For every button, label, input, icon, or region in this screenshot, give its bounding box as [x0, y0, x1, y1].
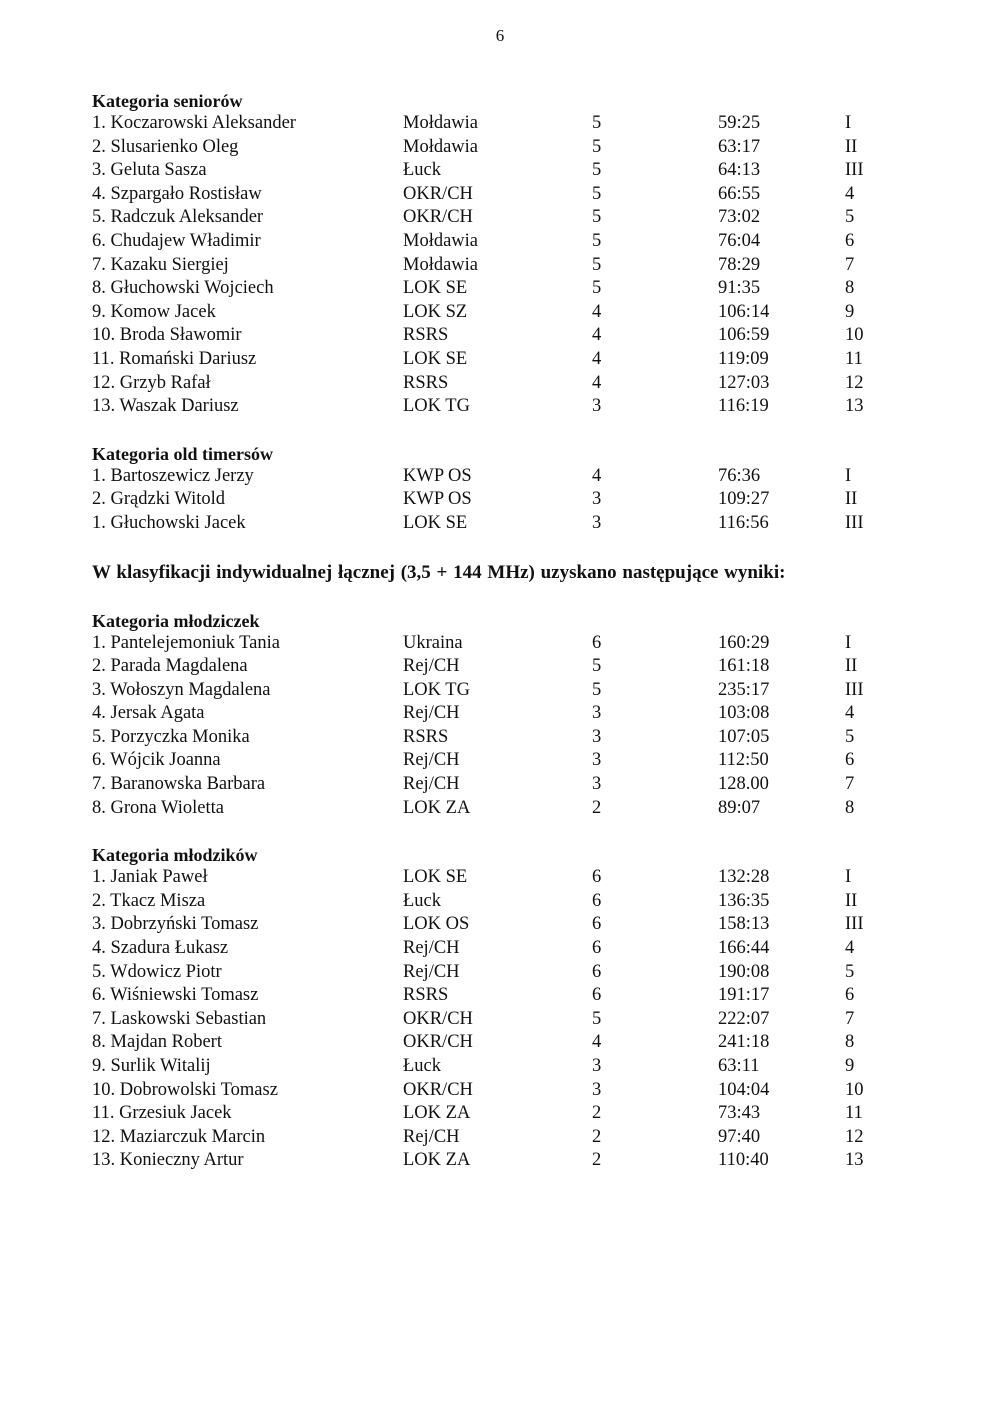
competitor-name: 2. Parada Magdalena [92, 656, 248, 677]
finish-time: 241:18 [718, 1032, 770, 1053]
competitor-name: 1. Głuchowski Jacek [92, 512, 246, 533]
finish-time: 107:05 [718, 726, 770, 747]
finish-time: 116:56 [718, 512, 769, 533]
club-name: Rej/CH [403, 938, 460, 959]
placement: II [845, 890, 858, 911]
club-name: LOK TG [403, 396, 470, 417]
club-name: OKR/CH [403, 1079, 473, 1100]
placement: I [845, 465, 852, 486]
results-document [0, 90, 1000, 1197]
finish-time: 190:08 [718, 961, 770, 982]
found-count: 3 [592, 1079, 602, 1100]
found-count: 5 [592, 207, 602, 228]
placement: 13 [845, 1150, 864, 1171]
competitor-name: 1. Bartoszewicz Jerzy [92, 465, 254, 486]
finish-time: 73:43 [718, 1103, 761, 1124]
result-row [0, 488, 1000, 512]
competitor-name: 13. Waszak Dariusz [92, 396, 239, 417]
category-section [0, 610, 1000, 845]
found-count: 4 [592, 1032, 602, 1053]
competitor-name: 4. Szadura Łukasz [92, 938, 229, 959]
club-name: RSRS [403, 726, 449, 747]
competitor-name: 5. Porzyczka Monika [92, 726, 250, 747]
placement: 9 [845, 1056, 855, 1076]
competitor-name: 7. Baranowska Barbara [92, 774, 266, 795]
found-count: 6 [592, 938, 602, 959]
placement: 6 [845, 750, 855, 771]
found-count: 3 [592, 726, 602, 747]
competitor-name: 9. Komow Jacek [92, 301, 216, 322]
found-count: 2 [592, 1126, 602, 1147]
finish-time: 89:07 [718, 797, 761, 818]
club-name: RSRS [403, 325, 449, 346]
category-heading: Kategoria młodziczek [92, 610, 260, 631]
result-row [0, 324, 1000, 348]
placement: III [845, 512, 864, 533]
placement: II [845, 489, 858, 510]
competitor-name: 4. Jersak Agata [92, 703, 205, 724]
placement: 5 [845, 207, 855, 228]
found-count: 3 [592, 396, 602, 417]
category-heading: Kategoria old timersów [92, 443, 273, 464]
found-count: 5 [592, 183, 602, 204]
club-name: LOK SE [403, 867, 468, 888]
finish-time: 66:55 [718, 183, 761, 204]
found-count: 6 [592, 867, 602, 888]
club-name: LOK ZA [403, 1103, 471, 1124]
finish-time: 76:36 [718, 465, 761, 486]
found-count: 5 [592, 230, 602, 251]
placement: I [845, 867, 852, 888]
placement: 8 [845, 1032, 855, 1053]
club-name: LOK SE [403, 278, 468, 299]
category-section [0, 844, 1000, 1197]
found-count: 5 [592, 254, 602, 275]
finish-time: 161:18 [718, 656, 770, 677]
placement: 10 [845, 325, 864, 346]
found-count: 3 [592, 774, 602, 795]
section-gap [0, 1173, 1000, 1197]
club-name: LOK SE [403, 512, 468, 533]
finish-time: 104:04 [718, 1079, 770, 1100]
finish-time: 110:40 [718, 1150, 769, 1171]
placement: 7 [845, 254, 855, 275]
found-count: 6 [592, 961, 602, 982]
placement: 13 [845, 396, 864, 417]
competitor-name: 3. Wołoszyn Magdalena [92, 679, 271, 700]
result-row [0, 1079, 1000, 1103]
result-row [0, 372, 1000, 396]
placement: I [845, 113, 852, 133]
club-name: LOK ZA [403, 797, 471, 818]
placement: 4 [845, 183, 855, 204]
section-gap [0, 419, 1000, 443]
placement: 6 [845, 230, 855, 251]
result-row [0, 726, 1000, 750]
placement: 12 [845, 372, 864, 393]
result-row [0, 866, 1000, 890]
result-row [0, 512, 1000, 536]
competitor-name: 8. Głuchowski Wojciech [92, 278, 274, 299]
found-count: 5 [592, 136, 602, 157]
finish-time: 97:40 [718, 1126, 761, 1147]
club-name: Łuck [403, 1056, 442, 1076]
finish-time: 191:17 [718, 985, 770, 1006]
placement: 7 [845, 774, 855, 795]
result-row [0, 254, 1000, 278]
result-row [0, 206, 1000, 230]
found-count: 5 [592, 278, 602, 299]
bottom-sections [0, 610, 1000, 1197]
club-name: Rej/CH [403, 656, 460, 677]
placement: III [845, 679, 864, 700]
result-row [0, 797, 1000, 821]
result-row [0, 702, 1000, 726]
classification-statement: W klasyfikacji indywidualnej łącznej (3,5 + 144 MHz) uzyskano następujące wyniki: [92, 561, 786, 583]
club-name: LOK ZA [403, 1150, 471, 1171]
finish-time: 166:44 [718, 938, 770, 959]
placement: 5 [845, 961, 855, 982]
found-count: 5 [592, 656, 602, 677]
club-name: Rej/CH [403, 703, 460, 724]
page-number: 6 [495, 26, 505, 45]
finish-time: 73:02 [718, 207, 761, 228]
placement: 11 [845, 1103, 863, 1124]
found-count: 5 [592, 113, 602, 133]
club-name: Mołdawia [403, 254, 479, 275]
competitor-name: 4. Szpargało Rostisław [92, 183, 262, 204]
finish-time: 106:59 [718, 325, 770, 346]
placement: III [845, 160, 864, 181]
finish-time: 128.00 [718, 774, 769, 795]
finish-time: 109:27 [718, 489, 770, 510]
placement: 11 [845, 348, 863, 369]
finish-time: 136:35 [718, 890, 770, 911]
category-heading: Kategoria seniorów [92, 91, 243, 111]
competitor-name: 10. Dobrowolski Tomasz [92, 1079, 278, 1100]
found-count: 5 [592, 160, 602, 181]
club-name: OKR/CH [403, 1032, 473, 1053]
result-row [0, 1008, 1000, 1032]
club-name: Łuck [403, 890, 442, 911]
finish-time: 91:35 [718, 278, 761, 299]
club-name: LOK TG [403, 679, 470, 700]
competitor-name: 7. Laskowski Sebastian [92, 1008, 267, 1029]
result-row [0, 136, 1000, 160]
club-name: LOK OS [403, 914, 470, 935]
found-count: 2 [592, 1103, 602, 1124]
result-row [0, 277, 1000, 301]
result-row [0, 465, 1000, 489]
placement: II [845, 136, 858, 157]
placement: 8 [845, 278, 855, 299]
competitor-name: 6. Chudajew Władimir [92, 230, 261, 251]
club-name: Rej/CH [403, 961, 460, 982]
competitor-name: 12. Grzyb Rafał [92, 372, 211, 393]
found-count: 3 [592, 703, 602, 724]
finish-time: 158:13 [718, 914, 770, 935]
finish-time: 106:14 [718, 301, 770, 322]
club-name: Łuck [403, 160, 442, 181]
finish-time: 160:29 [718, 632, 770, 653]
finish-time: 63:17 [718, 136, 761, 157]
competitor-name: 1. Koczarowski Aleksander [92, 113, 296, 133]
section-gap [0, 820, 1000, 844]
competitor-name: 10. Broda Sławomir [92, 325, 242, 346]
placement: 6 [845, 985, 855, 1006]
found-count: 2 [592, 797, 602, 818]
competitor-name: 5. Radczuk Aleksander [92, 207, 264, 228]
competitor-name: 5. Wdowicz Piotr [92, 961, 222, 982]
club-name: KWP OS [403, 465, 472, 486]
result-row [0, 395, 1000, 419]
club-name: KWP OS [403, 489, 472, 510]
competitor-name: 2. Slusarienko Oleg [92, 136, 239, 157]
competitor-name: 12. Maziarczuk Marcin [92, 1126, 266, 1147]
found-count: 3 [592, 1056, 602, 1076]
club-name: Rej/CH [403, 1126, 460, 1147]
found-count: 4 [592, 325, 602, 346]
club-name: Mołdawia [403, 113, 479, 133]
finish-time: 63:11 [718, 1056, 760, 1076]
result-row [0, 984, 1000, 1008]
finish-time: 116:19 [718, 396, 769, 417]
placement: 4 [845, 703, 855, 724]
result-row [0, 183, 1000, 207]
finish-time: 222:07 [718, 1008, 770, 1029]
competitor-name: 1. Janiak Paweł [92, 867, 208, 888]
competitor-name: 9. Surlik Witalij [92, 1056, 211, 1076]
placement: 12 [845, 1126, 864, 1147]
result-row [0, 749, 1000, 773]
result-row [0, 348, 1000, 372]
category-section [0, 90, 1000, 443]
finish-time: 76:04 [718, 230, 761, 251]
found-count: 4 [592, 372, 602, 393]
found-count: 3 [592, 512, 602, 533]
found-count: 4 [592, 348, 602, 369]
competitor-name: 6. Wójcik Joanna [92, 750, 221, 771]
club-name: OKR/CH [403, 1008, 473, 1029]
found-count: 4 [592, 301, 602, 322]
placement: I [845, 632, 852, 653]
placement: 10 [845, 1079, 864, 1100]
category-section [0, 443, 1000, 560]
finish-time: 103:08 [718, 703, 770, 724]
result-row [0, 1102, 1000, 1126]
result-row [0, 1126, 1000, 1150]
finish-time: 235:17 [718, 679, 770, 700]
placement: III [845, 914, 864, 935]
competitor-name: 3. Geluta Sasza [92, 160, 207, 181]
club-name: LOK SE [403, 348, 468, 369]
result-row [0, 230, 1000, 254]
club-name: RSRS [403, 985, 449, 1006]
finish-time: 127:03 [718, 372, 770, 393]
found-count: 5 [592, 679, 602, 700]
club-name: Rej/CH [403, 750, 460, 771]
competitor-name: 13. Konieczny Artur [92, 1150, 244, 1171]
club-name: Mołdawia [403, 230, 479, 251]
section-gap [0, 586, 1000, 610]
placement: 9 [845, 301, 855, 322]
result-row [0, 961, 1000, 985]
placement: 5 [845, 726, 855, 747]
competitor-name: 7. Kazaku Siergiej [92, 254, 229, 275]
found-count: 5 [592, 1008, 602, 1029]
top-sections [0, 90, 1000, 560]
placement: 8 [845, 797, 855, 818]
found-count: 6 [592, 914, 602, 935]
found-count: 3 [592, 489, 602, 510]
result-row [0, 632, 1000, 656]
result-row [0, 301, 1000, 325]
result-row [0, 679, 1000, 703]
result-row [0, 773, 1000, 797]
found-count: 6 [592, 632, 602, 653]
competitor-name: 1. Pantelejemoniuk Tania [92, 632, 280, 653]
result-row [0, 1149, 1000, 1173]
competitor-name: 2. Grądzki Witold [92, 489, 226, 510]
placement: 4 [845, 938, 855, 959]
finish-time: 132:28 [718, 867, 770, 888]
found-count: 6 [592, 985, 602, 1006]
finish-time: 64:13 [718, 160, 761, 181]
result-row [0, 159, 1000, 183]
found-count: 6 [592, 890, 602, 911]
club-name: OKR/CH [403, 183, 473, 204]
competitor-name: 6. Wiśniewski Tomasz [92, 985, 259, 1006]
result-row [0, 1055, 1000, 1079]
club-name: Ukraina [403, 632, 463, 653]
club-name: RSRS [403, 372, 449, 393]
club-name: LOK SZ [403, 301, 468, 322]
category-heading: Kategoria młodzików [92, 845, 258, 866]
found-count: 2 [592, 1150, 602, 1171]
result-row [0, 890, 1000, 914]
result-row [0, 112, 1000, 136]
placement: II [845, 656, 858, 677]
competitor-name: 2. Tkacz Misza [92, 890, 206, 911]
finish-time: 78:29 [718, 254, 761, 275]
result-row [0, 937, 1000, 961]
section-gap [0, 536, 1000, 560]
result-row [0, 1031, 1000, 1055]
club-name: Mołdawia [403, 136, 479, 157]
finish-time: 119:09 [718, 348, 769, 369]
found-count: 3 [592, 750, 602, 771]
finish-time: 59:25 [718, 113, 761, 133]
competitor-name: 3. Dobrzyński Tomasz [92, 914, 259, 935]
finish-time: 112:50 [718, 750, 769, 771]
competitor-name: 11. Grzesiuk Jacek [92, 1103, 232, 1124]
competitor-name: 8. Grona Wioletta [92, 797, 224, 818]
competitor-name: 8. Majdan Robert [92, 1032, 222, 1053]
club-name: Rej/CH [403, 774, 460, 795]
placement: 7 [845, 1008, 855, 1029]
result-row [0, 913, 1000, 937]
competitor-name: 11. Romański Dariusz [92, 348, 257, 369]
result-row [0, 655, 1000, 679]
club-name: OKR/CH [403, 207, 473, 228]
found-count: 4 [592, 465, 602, 486]
